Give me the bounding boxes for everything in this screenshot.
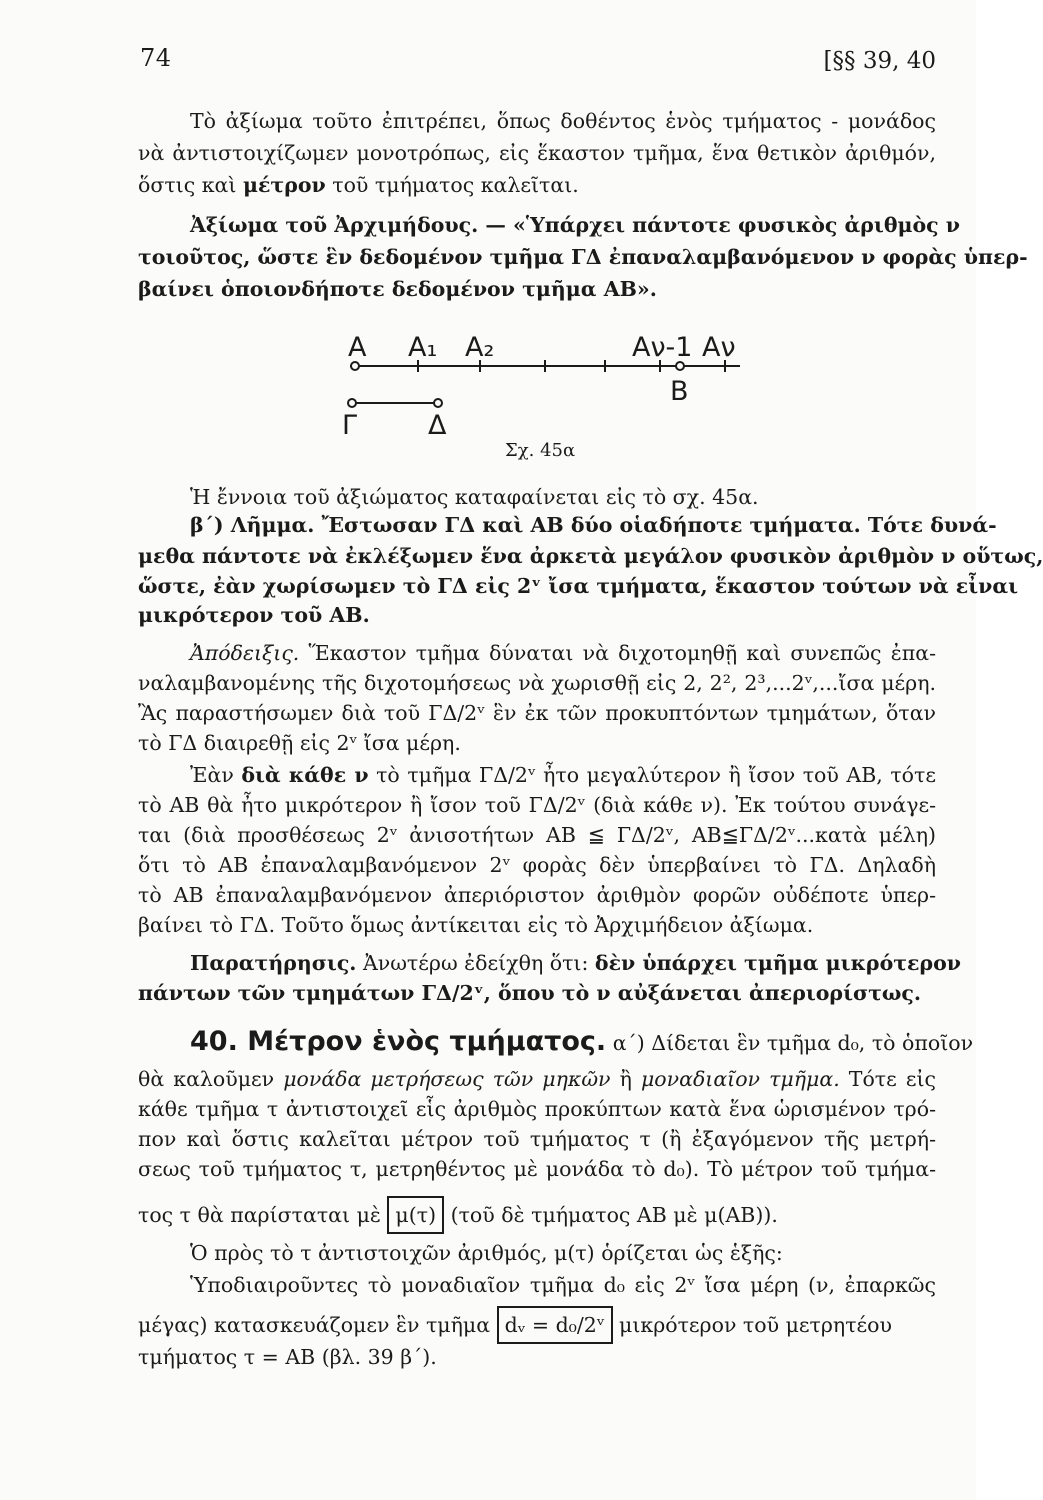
- section-reference: [§§ 39, 40: [823, 48, 936, 74]
- point-a: [351, 362, 359, 370]
- text-line: [138, 170, 936, 200]
- text-line: τὸ ΑΒ ἐπαναλαμβανόμενον ἀπεριόριστον ἀριθμὸν φορῶν οὐδέποτε ὑπερ-: [138, 883, 936, 907]
- lemma-line: ὥστε, ἐὰν χωρίσωμεν τὸ ΓΔ εἰς 2ᵛ ἴσα τμήματα, ἕκαστον τούτων νὰ εἶναι: [138, 574, 1019, 598]
- text-line: βαίνει τὸ ΓΔ. Τοῦτο ὅμως ἀντίκειται εἰς τὸ Ἀρχιμήδειον ἀξίωμα.: [138, 913, 814, 937]
- text-line: [190, 760, 936, 790]
- label-a2: Α₂: [465, 332, 495, 363]
- text-run: Τότε εἰς: [839, 1067, 936, 1091]
- remark-label: Παρατήρησις.: [190, 951, 357, 975]
- axiom-line: τοιοῦτος, ὥστε ἓν δεδομένον τμῆμα ΓΔ ἐπαναλαμβανόμενον ν φορὰς ὑπερ-: [138, 245, 1028, 269]
- text-run: τὸ τμῆμα ΓΔ/2ᵛ ἦτο μεγαλύτερον ἢ ἴσον τοῦ ΑΒ, τότε: [368, 763, 936, 787]
- text-run: τοῦ τμήματος καλεῖται.: [325, 173, 579, 197]
- text-line: σεως τοῦ τμήματος τ, μετρηθέντος μὲ μονάδα τὸ d₀). Τὸ μέτρον τοῦ τμήμα-: [138, 1157, 936, 1181]
- text-line: νὰ ἀντιστοιχίζωμεν μονοτρόπως, εἰς ἕκαστον τμῆμα, ἕνα θετικὸν ἀριθμόν,: [138, 141, 936, 165]
- text-line: ναλαμβανομένης τῆς διχοτομήσεως νὰ χωρισθῇ εἰς 2, 2², 2³,...2ᵛ,...ἴσα μέρη.: [138, 671, 936, 695]
- text-line: [138, 1196, 936, 1234]
- label-an: Αν: [702, 332, 736, 363]
- label-g: Γ: [342, 410, 358, 441]
- lemma-line: μεθα πάντοτε νὰ ἐκλέξωμεν ἕνα ἀρκετὰ μεγάλον φυσικὸν ἀριθμὸν ν οὕτως,: [138, 544, 1043, 568]
- text-line: Ἂς παραστήσωμεν διὰ τοῦ ΓΔ/2ᵛ ἓν ἐκ τῶν προκυπτόντων τμημάτων, ὅταν: [138, 701, 936, 725]
- text-line: πάντων τῶν τμημάτων ΓΔ/2ᵛ, ὅπου τὸ ν αὐξάνεται ἀπεριορίστως.: [138, 981, 922, 1005]
- page-number: 74: [140, 44, 172, 72]
- proof-label: Ἀπόδειξις.: [190, 641, 300, 665]
- text-run: ἢ: [610, 1067, 641, 1091]
- text-run: α΄) Δίδεται ἓν τμῆμα d₀, τὸ ὁποῖον: [606, 1031, 974, 1055]
- label-b: Β: [670, 376, 689, 407]
- axiom-line: Ἀξίωμα τοῦ Ἀρχιμήδους. — «Ὑπάρχει πάντοτε φυσικὸς ἀριθμὸς ν: [190, 213, 961, 237]
- text-line: πον καὶ ὅστις καλεῖται μέτρον τοῦ τμήματος τ (ἢ ἐξαγόμενον τῆς μετρή-: [138, 1127, 936, 1151]
- text-run: θὰ καλοῦμεν: [138, 1067, 284, 1091]
- text-line: Τὸ ἀξίωμα τοῦτο ἐπιτρέπει, ὅπως δοθέντος ἑνὸς τμήματος - μονάδος: [190, 109, 936, 133]
- text-line: [190, 1024, 974, 1061]
- section-heading: 40. Μέτρον ἑνὸς τμήματος.: [190, 1026, 607, 1057]
- text-run: τος τ θὰ παρίσταται μὲ: [138, 1203, 388, 1227]
- boxed-formula: dᵥ = d₀/2ᵛ: [497, 1306, 613, 1344]
- text-line: Ἡ ἔννοια τοῦ ἀξιώματος καταφαίνεται εἰς τὸ σχ. 45α.: [190, 485, 759, 509]
- label-a: Α: [348, 332, 367, 363]
- text-run: Ἕκαστον τμῆμα δύναται νὰ διχοτομηθῇ καὶ συνεπῶς ἐπα-: [299, 641, 936, 665]
- label-d: Δ: [428, 410, 447, 441]
- text-run: ὅστις καὶ: [138, 173, 243, 197]
- figure-caption: Σχ. 45α: [505, 440, 576, 461]
- text-line: κάθε τμῆμα τ ἀντιστοιχεῖ εἷς ἀριθμὸς προκύπτων κατὰ ἕνα ὡρισμένον τρό-: [138, 1097, 936, 1121]
- text-run: (τοῦ δὲ τμήματος ΑΒ μὲ μ(ΑΒ)).: [444, 1203, 778, 1227]
- text-line: ὅτι τὸ ΑΒ ἐπαναλαμβανόμενον 2ᵛ φορὰς δὲν ὑπερβαίνει τὸ ΓΔ. Δηλαδὴ: [138, 853, 936, 877]
- figure-45a: [330, 328, 770, 468]
- point-g: [348, 399, 356, 407]
- text-line: Ὑποδιαιροῦντες τὸ μοναδιαῖον τμῆμα d₀ εἰς 2ᵛ ἴσα μέρη (ν, ἐπαρκῶς: [190, 1273, 937, 1297]
- text-run: Ἐὰν: [190, 763, 242, 787]
- text-line: [190, 948, 962, 978]
- point-d: [434, 399, 442, 407]
- text-run: μικρότερον τοῦ μετρητέου: [612, 1313, 892, 1337]
- text-line: [190, 638, 936, 668]
- lemma-line: μικρότερον τοῦ ΑΒ.: [138, 603, 370, 627]
- emph-run: διὰ κάθε ν: [241, 763, 369, 787]
- text-run: μέγας) κατασκευάζομεν ἓν τμῆμα: [138, 1313, 497, 1337]
- text-line: τὸ ΓΔ διαιρεθῇ εἰς 2ᵛ ἴσα μέρη.: [138, 731, 461, 755]
- label-an-1: Αν-1: [632, 332, 693, 363]
- emph-run: μοναδιαῖον τμῆμα.: [640, 1067, 840, 1091]
- emph-run: μονάδα μετρήσεως τῶν μηκῶν: [283, 1067, 611, 1091]
- point-b: [676, 362, 684, 370]
- text-line: ται (διὰ προσθέσεως 2ᵛ ἀνισοτήτων ΑΒ ≦ ΓΔ/2ᵛ, ΑΒ≦ΓΔ/2ᵛ...κατὰ μέλη): [138, 823, 936, 847]
- emph-run: δὲν ὑπάρχει τμῆμα μικρότερον: [594, 951, 962, 975]
- text-run: Ἀνωτέρω ἐδείχθη ὅτι:: [356, 951, 595, 975]
- lemma-line: β΄) Λῆμμα. Ἔστωσαν ΓΔ καὶ ΑΒ δύο οἱαδήποτε τμήματα. Τότε δυνά-: [190, 513, 997, 537]
- text-line: Ὁ πρὸς τὸ τ ἀντιστοιχῶν ἀριθμός, μ(τ) ὁρίζεται ὡς ἑξῆς:: [190, 1241, 783, 1265]
- boxed-formula: μ(τ): [387, 1196, 444, 1234]
- label-a1: Α₁: [408, 332, 438, 363]
- text-line: [138, 1306, 936, 1344]
- text-line: τμήματος τ = ΑΒ (βλ. 39 β΄).: [138, 1345, 437, 1369]
- term-metron: μέτρον: [242, 173, 326, 197]
- axiom-line: βαίνει ὁποιονδήποτε δεδομένον τμῆμα ΑΒ».: [138, 277, 657, 301]
- text-line: τὸ ΑΒ θὰ ἦτο μικρότερον ἢ ἴσον τοῦ ΓΔ/2ᵛ (διὰ κάθε ν). Ἐκ τούτου συνάγε-: [138, 793, 936, 817]
- text-line: [138, 1064, 936, 1094]
